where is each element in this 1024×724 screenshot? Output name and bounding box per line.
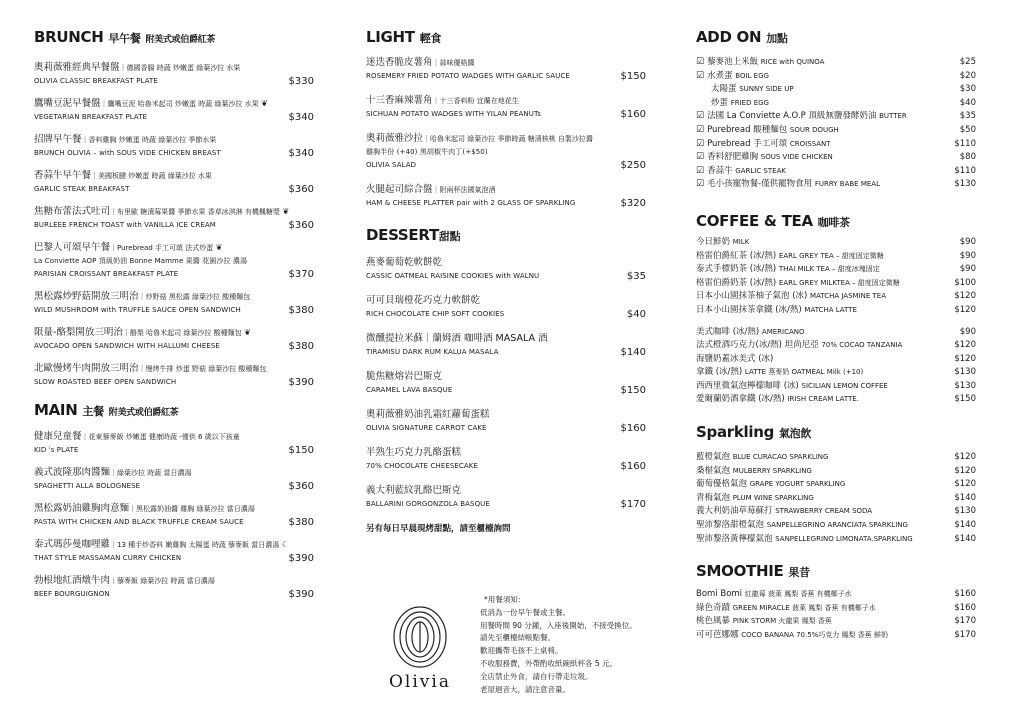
dining-notices: [480, 594, 660, 696]
item-name: 黑松露炒野菇開放三明治｜炒野菇 黑松露 綠葉沙拉 酸種麵包: [34, 291, 251, 302]
menu-row: [696, 56, 976, 70]
light-list: [366, 56, 646, 210]
item-description: ｜花東藜麥飯 炒嫩蛋 健康時蔬 -僅供 6 歲以下孩童: [81, 433, 240, 441]
item-description: ｜黑松露奶油醬 雞胸 綠葉沙拉 當日濃湯: [129, 505, 255, 513]
brunch-title: BRUNCH 早午餐 附美式或伯爵紅茶: [34, 28, 216, 46]
row-price: $120: [954, 353, 976, 364]
menu-row: [696, 380, 976, 394]
row-price: $90: [959, 236, 976, 247]
row-name: 海鹽奶蓋冰美式 (冰): [696, 353, 774, 364]
chili-icon: ☾: [279, 540, 289, 549]
row-english-name: SANPELLEGRINO LIMONATA.SPARKLING: [775, 534, 913, 543]
row-price: $110: [954, 138, 976, 149]
row-name: 綠色奇蹟 GREEN MIRACLE 菠萊 鳳梨 香蕉 有機椰子水: [696, 602, 876, 613]
item-english-name-2: OLIVIA SALAD: [366, 161, 417, 169]
coffee-list-tea: [696, 236, 976, 318]
menu-row: [696, 290, 976, 304]
item-price: $360: [288, 184, 314, 195]
item-price: $330: [288, 76, 314, 87]
item-price: $380: [288, 305, 314, 316]
menu-row: [696, 236, 976, 250]
leaf-icon: ❦: [213, 243, 223, 252]
item-name: 奧莉薇雅沙拉｜哈魯米起司 綠葉沙拉 季節時蔬 糖漬核桃 自製沙拉醬: [366, 133, 593, 144]
item-price: $35: [626, 271, 646, 282]
item-english-name: BEEF BOURGUIGNON: [34, 590, 110, 598]
row-price: $120: [954, 304, 976, 315]
item-price: $160: [620, 109, 646, 120]
menu-item: [366, 332, 646, 359]
item-english-name: OLIVIA CLASSIC BREAKFAST PLATE: [34, 77, 158, 85]
item-price: $140: [620, 347, 646, 358]
item-price: $380: [288, 517, 314, 528]
item-english-name: KID 's PLATE: [34, 446, 79, 454]
row-english-name: GREEN MIRACLE 菠萊 鳳梨 香蕉 有機椰子水: [732, 603, 876, 612]
menu-row: [696, 277, 976, 291]
item-english-name: SICHUAN POTATO WADGES WITH YILAN PEANUTs: [366, 110, 541, 118]
row-name: 桃色風暴 PINK STORM 火龍果 鳳梨 香蕉: [696, 616, 832, 627]
row-price: $160: [954, 602, 976, 613]
row-price: $120: [954, 465, 976, 476]
item-name: 義式波隆那肉醬麵｜綠葉沙拉 時蔬 當日濃湯: [34, 467, 192, 478]
row-name: 青梅氣泡 PLUM WINE SPARKLING: [696, 492, 814, 503]
menu-row: [696, 250, 976, 264]
item-english-name: RICH CHOCOLATE CHIP SOFT COOKIES: [366, 310, 505, 318]
row-name: 愛爾蘭奶酒拿鐵 (冰/熱) IRISH CREAM LATTE.: [696, 394, 859, 405]
menu-row: [696, 615, 976, 629]
menu-item: [34, 241, 314, 281]
item-english-name: OLIVIA SIGNATURE CARROT CAKE: [366, 424, 487, 432]
light-title: LIGHT 輕食: [366, 28, 442, 46]
menu-row: [696, 263, 976, 277]
item-name: 迷迭香脆皮薯角｜蒜味優格醬: [366, 57, 475, 68]
row-name: ☑ 香蒜牛 GARLIC STEAK: [696, 165, 786, 176]
row-name: ☑ 香料舒肥雞胸 SOUS VIDE CHICKEN: [696, 152, 833, 163]
item-english-name: VEGETARIAN BREAKFAST PLATE: [34, 113, 148, 121]
row-price: $90: [959, 250, 976, 261]
row-price: $170: [954, 630, 976, 640]
menu-row: [696, 138, 976, 152]
row-english-name: SOUS VIDE CHICKEN: [760, 153, 833, 162]
menu-item: [366, 446, 646, 473]
brand-name: Olivia: [389, 672, 451, 692]
item-description: ｜香料雞胸 炒嫩蛋 時蔬 綠葉沙拉 季節水果: [81, 136, 217, 144]
menu-item: [366, 94, 646, 121]
row-name: 日本小山園抹茶拿鐵 (冰/熱) MATCHA LATTE: [696, 304, 857, 315]
item-english-name: CASSIC OATMEAL RAISINE COOKIES with WALNU: [366, 272, 540, 280]
row-english-name: BLUE CURACAO SPARKLING: [732, 453, 829, 462]
row-name: 日本小山園抹茶柚子氣泡 (冰) MATCHA JASMINE TEA: [696, 291, 887, 302]
row-price: $150: [954, 394, 976, 405]
item-english-name: BRUNCH OLIVIA – with SOUS VIDE CHICKEN BREAST: [34, 149, 221, 157]
item-price: $370: [288, 269, 314, 280]
item-name: 燕麥葡萄乾軟餅乾: [366, 257, 443, 268]
menu-item: [34, 61, 314, 88]
menu-item: [34, 430, 314, 457]
menu-row: [696, 492, 976, 506]
row-name: 泰式手標奶茶 (冰/熱) THAI MILK TEA – 甜度冰塊固定: [696, 264, 880, 275]
check-icon: ☑: [696, 111, 705, 122]
check-icon: ☑: [696, 138, 705, 149]
menu-row: [696, 339, 976, 353]
item-price: $320: [620, 198, 646, 209]
row-price: $120: [954, 479, 976, 490]
olivia-logo: [380, 604, 460, 692]
check-icon: ☑: [696, 152, 705, 163]
row-name: 西西里微氣泡檸檬咖啡 (冰) SICILIAN LEMON COFFEE: [696, 380, 888, 391]
item-english-name: WILD MUSHROOM with TRUFFLE SAUCE OPEN SANDWICH: [34, 306, 241, 314]
row-english-name: MATCHA LATTE: [804, 305, 857, 314]
item-english-name-2: PARISIAN CROISSANT BREAKFAST PLATE: [34, 270, 179, 278]
menu-item: [366, 294, 646, 321]
row-price: $120: [954, 291, 976, 302]
menu-item: [366, 484, 646, 511]
coffee-title: COFFEE & TEA 咖啡茶: [696, 211, 850, 230]
row-english-name: MATCHA JASMINE TEA: [810, 292, 887, 301]
item-name: 焦糖布蕾法式吐司｜布里歐 糖漬莓果醬 季節水果 香草冰淇淋 有機楓糖漿 ❦: [34, 206, 290, 217]
row-english-name: FRIED EGG: [730, 98, 769, 107]
item-price: $250: [620, 160, 646, 171]
check-icon: ☑: [696, 70, 705, 81]
addon-list: [696, 56, 976, 192]
menu-item: [366, 370, 646, 397]
row-price: $80: [959, 152, 976, 163]
item-price: $340: [288, 112, 314, 123]
item-price: $390: [288, 553, 314, 564]
row-price: $130: [954, 380, 976, 391]
row-english-name: SANPELLEGRINO ARANCIATA SPARKLING: [766, 521, 908, 530]
row-name: ☑ Purebread 酸種麵包 SOUR DOUGH: [696, 124, 839, 135]
row-english-name: LATTE 燕麥奶 OATMEAL Milk (+10): [744, 368, 864, 377]
row-english-name: AMERICANO: [761, 327, 805, 336]
row-price: $35: [959, 111, 976, 122]
leaf-icon: ❦: [279, 207, 290, 216]
menu-item: [366, 56, 646, 83]
notices-title: *用餐須知：: [484, 595, 526, 604]
menu-row: [696, 70, 976, 84]
sparkling-list: [696, 451, 976, 546]
menu-item: [34, 362, 314, 389]
item-name: 義大利藍紋乳酪巴斯克: [366, 485, 462, 496]
item-price: $390: [288, 589, 314, 600]
item-price: $360: [288, 220, 314, 231]
smoothie-list: [696, 588, 976, 642]
menu-row: [696, 629, 976, 643]
row-name: 可可芭娜娜 COCO BANANA 70.5%巧克力 鳳梨 香蕉 鮮奶: [696, 630, 889, 640]
item-english-name: AVOCADO OPEN SANDWICH WITH HALLUMI CHEESE: [34, 342, 220, 350]
menu-item: [366, 408, 646, 435]
leaf-icon: ❦: [241, 328, 251, 337]
item-description: ｜13 種手炒香料 嫩雞胸 太陽蛋 時蔬 藜麥飯 當日濃湯: [110, 541, 280, 549]
menu-item: [34, 574, 314, 601]
row-name: ☑ 毛小孩寵物餐-僅供寵物食用 FURRY BABE MEAL: [696, 179, 880, 190]
row-english-name: SUNNY SIDE UP: [739, 85, 794, 94]
menu-row: [696, 165, 976, 179]
row-price: $110: [954, 165, 976, 176]
check-icon: ☑: [696, 179, 705, 190]
item-name: 北歐慢烤牛肉開放三明治｜慢烤牛排 炒蛋 野菇 綠葉沙拉 酸種麵包: [34, 363, 267, 374]
row-name: 美式咖啡 (冰/熱) AMERICANO: [696, 326, 805, 337]
item-english-name: BALLARINI GORGONZOLA BASQUE: [366, 500, 490, 508]
menu-row: [696, 519, 976, 533]
row-english-name: MILK: [732, 237, 750, 246]
item-name: 奧莉薇雅經典早餐盤｜德國香腸 時蔬 炒嫩蛋 綠葉沙拉 水果: [34, 62, 241, 73]
item-price: $340: [288, 148, 314, 159]
item-name: 巴黎人可頌早午餐｜Purebread 手工可頌 法式炒蛋 ❦: [34, 242, 223, 253]
row-english-name: MULBERRY SPARKLING: [732, 466, 812, 475]
addon-title: ADD ON 加點: [696, 28, 788, 46]
item-description: ｜炒野菇 黑松露 綠葉沙拉 酸種麵包: [138, 293, 251, 301]
item-name: 限量-酪梨開放三明治｜酪梨 哈魯米起司 綠葉沙拉 酸種麵包 ❦: [34, 327, 251, 338]
menu-item: [34, 205, 314, 232]
check-icon: ☑: [696, 124, 705, 135]
item-name: 十三香麻辣薯角｜十三香料粉 宜蘭在地花生: [366, 95, 519, 106]
row-english-name: SOUR DOUGH: [789, 125, 839, 134]
row-price: $140: [954, 520, 976, 531]
item-description: ｜慢烤牛排 炒蛋 野菇 綠葉沙拉 酸種麵包: [138, 365, 267, 373]
menu-row: [696, 533, 976, 547]
row-english-name: BOIL EGG: [735, 71, 769, 80]
item-price: $150: [620, 71, 646, 82]
row-name: 義大利奶油草莓蘇打 STRAWBERRY CREAM SODA: [696, 506, 873, 517]
item-description: ｜附兩杯法國氣泡酒: [432, 186, 496, 194]
menu-row: [696, 304, 976, 318]
item-price: $150: [288, 445, 314, 456]
item-english-name: 70% CHOCOLATE CHEESECAKE: [366, 462, 479, 470]
row-english-name: STRAWBERRY CREAM SODA: [775, 507, 873, 516]
row-price: $160: [954, 589, 976, 600]
item-price: $40: [626, 309, 646, 320]
row-name: 聖沛黎洛黃檸檬氣泡 SANPELLEGRINO LIMONATA.SPARKLING: [696, 533, 913, 544]
item-price: $380: [288, 341, 314, 352]
row-english-name: BUTTER: [879, 112, 907, 121]
item-name: 泰式瑪莎曼咖哩雞｜13 種手炒香料 嫩雞胸 太陽蛋 時蔬 藜麥飯 當日濃湯 ☾: [34, 539, 289, 550]
row-english-name: CROISSANT: [789, 139, 831, 148]
menu-row: [696, 178, 976, 192]
item-description: ｜藜麥飯 綠葉沙拉 時蔬 當日濃湯: [110, 577, 215, 585]
notice-line: 不收服務費，外帶酌收紙碗紙杯各 5 元。: [480, 658, 618, 668]
main-title: MAIN 主餐 附美式或伯爵紅茶: [34, 401, 179, 419]
row-english-name: 紅龍莓 菠萊 鳳梨 香蕉 有機椰子水: [744, 590, 852, 599]
row-name: 太陽蛋 SUNNY SIDE UP: [711, 84, 794, 95]
row-name: 今日鮮奶 MILK: [696, 236, 750, 247]
item-name: 健康兒童餐｜花東藜麥飯 炒嫩蛋 健康時蔬 -僅供 6 歲以下孩童: [34, 431, 240, 442]
menu-item: [34, 133, 314, 160]
olivia-logo-mark-icon: [390, 604, 450, 670]
row-english-name: EARL GREY MILKTEA – 甜度固定微糖: [778, 278, 900, 287]
menu-row: [696, 83, 976, 97]
item-english-name: THAT STYLE MASSAMAN CURRY CHICKEN: [34, 554, 182, 562]
menu-item: [366, 256, 646, 283]
row-english-name: GARLIC STEAK: [735, 166, 786, 175]
check-icon: ☑: [696, 57, 705, 67]
row-price: $120: [954, 452, 976, 463]
menu-row: [696, 366, 976, 380]
row-english-name: IRISH CREAM LATTE.: [787, 395, 859, 404]
item-english-name: BURLEEE FRENCH TOAST with VANILLA ICE CREAM: [34, 221, 216, 229]
row-price: $90: [959, 264, 976, 275]
sparkling-title: Sparkling 氣泡飲: [696, 423, 812, 442]
dessert-note: 另有每日早晨現烤甜點，請至櫃檯詢問: [366, 524, 511, 534]
menu-item: [34, 326, 314, 353]
item-english-name: 雞胸半份 (+40) 黑胡椒牛肉丁(+$50): [366, 148, 488, 156]
item-description: ｜德國香腸 時蔬 炒嫩蛋 綠葉沙拉 水果: [119, 64, 241, 72]
row-price: $130: [954, 367, 976, 378]
item-description: ｜綠葉沙拉 時蔬 當日濃湯: [110, 469, 192, 477]
item-price: $390: [288, 377, 314, 388]
dessert-list: [366, 256, 646, 511]
menu-row: [696, 124, 976, 138]
row-name: ☑ Purebread 手工可頌 CROISSANT: [696, 138, 831, 149]
row-price: $90: [959, 326, 976, 337]
item-english-name: HAM & CHEESE PLATTER pair with 2 GLASS OF SPARKLING: [366, 199, 576, 207]
row-name: 格雷伯爵紅茶 (冰/熱) EARL GREY TEA – 甜度固定微糖: [696, 250, 884, 261]
row-english-name: 70% COCAO TANZANIA: [821, 341, 903, 350]
row-name: 聖沛黎洛甜橙氣泡 SANPELLEGRINO ARANCIATA SPARKLING: [696, 520, 908, 531]
item-name: 半熟生巧克力乳酪蛋糕: [366, 447, 462, 458]
notice-line: 請先至櫃檯結帳點餐。: [480, 633, 555, 643]
row-english-name: THAI MILK TEA – 甜度冰塊固定: [778, 265, 880, 274]
item-name: 火腿起司綜合盤｜附兩杯法國氣泡酒: [366, 184, 496, 195]
notice-lines: [480, 607, 660, 697]
item-name: 鷹嘴豆泥早餐盤｜鷹嘴豆泥 哈魯米起司 炒嫩蛋 時蔬 綠葉沙拉 水果 ❦: [34, 98, 268, 109]
notice-line: 老屋迴音大，請注意音量。: [480, 684, 570, 694]
row-name: ☑ 藜麥池上米飯 RICE with QUINOA: [696, 57, 825, 67]
row-price: $170: [954, 616, 976, 627]
menu-row: [696, 588, 976, 602]
row-name: 格雷伯爵奶茶 (冰/熱) EARL GREY MILKTEA – 甜度固定微糖: [696, 277, 900, 288]
item-name: 香蒜牛早午餐｜美國板腱 炒嫩蛋 時蔬 綠葉沙拉 水果: [34, 170, 212, 181]
menu-row: [696, 151, 976, 165]
menu-item: [366, 132, 646, 172]
item-english-name: SLOW ROASTED BEEF OPEN SANDWICH: [34, 378, 177, 386]
row-price: $140: [954, 492, 976, 503]
notice-line: 歡迎攜帶毛孩不上桌椅。: [480, 646, 563, 656]
item-english-name: GARLIC STEAK BREAKFAST: [34, 185, 130, 193]
column-addon-drinks: [696, 26, 976, 643]
leaf-icon: ❦: [258, 99, 268, 108]
item-description: ｜哈魯米起司 綠葉沙拉 季節時蔬 糖漬核桃 自製沙拉醬: [423, 135, 593, 143]
column-brunch-main: [34, 26, 314, 610]
dessert-title: DESSERT甜點: [366, 226, 461, 244]
item-price: $150: [620, 385, 646, 396]
notice-line: 全店禁止外食，請自行帶走垃圾。: [480, 671, 593, 681]
row-name: ☑ 水煮蛋 BOIL EGG: [696, 70, 769, 81]
item-english-name: La Conviette AOP 頂級奶油 Bonne Mamme 果醬 花園沙拉 濃湯: [34, 257, 248, 265]
row-price: $140: [954, 533, 976, 544]
item-price: $160: [620, 423, 646, 434]
coffee-list-coffee: [696, 326, 976, 408]
column-light-dessert: [366, 26, 646, 534]
item-description: ｜十三香料粉 宜蘭在地花生: [432, 97, 519, 105]
row-name: ☑ 法國 La Conviette A.O.P 頂級無鹽發酵奶油 BUTTER: [696, 111, 907, 122]
row-english-name: SICILIAN LEMON COFFEE: [801, 381, 888, 390]
row-name: Bomi Bomi 紅龍莓 菠萊 鳳梨 香蕉 有機椰子水: [696, 589, 852, 600]
row-english-name: FURRY BABE MEAL: [814, 180, 880, 189]
item-english-name: TIRAMISU DARK RUM KALUA MASALA: [366, 348, 499, 356]
row-price: $25: [959, 57, 976, 67]
menu-row: [696, 353, 976, 367]
menu-item: [34, 290, 314, 317]
menu-row: [696, 451, 976, 465]
menu-row: [696, 505, 976, 519]
row-name: 藍橙氣泡 BLUE CURACAO SPARKLING: [696, 452, 829, 463]
menu-row: [696, 326, 976, 340]
row-english-name: COCO BANANA 70.5%巧克力 鳳梨 香蕉 鮮奶: [741, 631, 889, 639]
notice-line: 用餐時間 90 分鐘，入座後開始，不接受換位。: [480, 620, 637, 630]
check-icon: ☑: [696, 165, 705, 176]
menu-row: [696, 465, 976, 479]
row-name: 法式橙酒巧克力(冰/熱) 坦尚尼亞 70% COCAO TANZANIA: [696, 340, 903, 351]
item-name: 招牌早午餐｜香料雞胸 炒嫩蛋 時蔬 綠葉沙拉 季節水果: [34, 134, 217, 145]
row-price: $130: [954, 179, 976, 190]
item-description: ｜布里歐 糖漬莓果醬 季節水果 香草冰淇淋 有機楓糖漿: [110, 208, 280, 216]
smoothie-title: SMOOTHIE 果昔: [696, 562, 810, 581]
item-english-name: ROSEMERY FRIED POTATO WADGES WITH GARLIC SAUCE: [366, 72, 570, 80]
menu-item: [366, 183, 646, 210]
item-english-name: PASTA WITH CHICKEN AND BLACK TRUFFLE CREAM SAUCE: [34, 518, 244, 526]
item-description: ｜鷹嘴豆泥 哈魯米起司 炒嫩蛋 時蔬 綠葉沙拉 水果: [100, 100, 259, 108]
row-price: $120: [954, 340, 976, 351]
menu-row: [696, 110, 976, 124]
item-name: 微醺提拉米蘇｜蘭姆酒 咖啡酒 MASALA 酒: [366, 333, 548, 344]
menu-row: [696, 393, 976, 407]
item-description: ｜蒜味優格醬: [432, 59, 475, 67]
menu-item: [34, 538, 314, 565]
item-english-name: CARAMEL LAVA BASQUE: [366, 386, 453, 394]
row-price: $100: [954, 277, 976, 288]
main-list: [34, 430, 314, 601]
menu-row: [696, 478, 976, 492]
item-price: $170: [620, 499, 646, 510]
item-name: 脆焦糖熔岩巴斯克: [366, 371, 443, 382]
row-price: $30: [959, 84, 976, 95]
item-name: 黑松露奶油雞胸肉意麵｜黑松露奶油醬 雞胸 綠葉沙拉 當日濃湯: [34, 503, 255, 514]
row-english-name: PLUM WINE SPARKLING: [732, 493, 814, 502]
item-description: ｜Purebread 手工可頌 法式炒蛋: [110, 244, 214, 252]
menu-row: [696, 97, 976, 111]
row-english-name: EARL GREY TEA – 甜度固定微糖: [778, 251, 884, 260]
item-name: 奧莉薇雅奶油乳霜紅蘿蔔蛋糕: [366, 409, 490, 420]
menu-item: [34, 466, 314, 493]
notice-line: 低消為一份早午餐或主餐。: [480, 607, 570, 617]
menu-row: [696, 602, 976, 616]
row-price: $40: [959, 97, 976, 108]
row-english-name: GRAPE YOGURT SPARKLING: [749, 480, 846, 489]
row-price: $50: [959, 124, 976, 135]
row-price: $130: [954, 506, 976, 517]
row-english-name: PINK STORM 火龍果 鳳梨 香蕉: [732, 617, 832, 626]
menu-item: [34, 97, 314, 124]
item-name: 勃根地紅酒燉牛肉｜藜麥飯 綠葉沙拉 時蔬 當日濃湯: [34, 575, 215, 586]
menu-item: [34, 169, 314, 196]
row-price: $20: [959, 70, 976, 81]
brunch-list: [34, 61, 314, 389]
item-description: ｜酪梨 哈魯米起司 綠葉沙拉 酸種麵包: [122, 329, 242, 337]
item-english-name: SPAGHETTI ALLA BOLOGNESE: [34, 482, 141, 490]
row-name: 葡萄優格氣泡 GRAPE YOGURT SPARKLING: [696, 479, 846, 490]
menu-item: [34, 502, 314, 529]
row-name: 桑椹氣泡 MULBERRY SPARKLING: [696, 465, 812, 476]
row-name: 炒蛋 FRIED EGG: [711, 97, 769, 108]
item-price: $160: [620, 461, 646, 472]
row-english-name: RICE with QUINOA: [760, 58, 825, 66]
item-description: ｜美國板腱 炒嫩蛋 時蔬 綠葉沙拉 水果: [91, 172, 212, 180]
item-price: $360: [288, 481, 314, 492]
item-name: 可可貝瑞橙花巧克力軟餅乾: [366, 295, 481, 306]
row-name: 拿鐵 (冰/熱) LATTE 燕麥奶 OATMEAL Milk (+10): [696, 367, 864, 378]
